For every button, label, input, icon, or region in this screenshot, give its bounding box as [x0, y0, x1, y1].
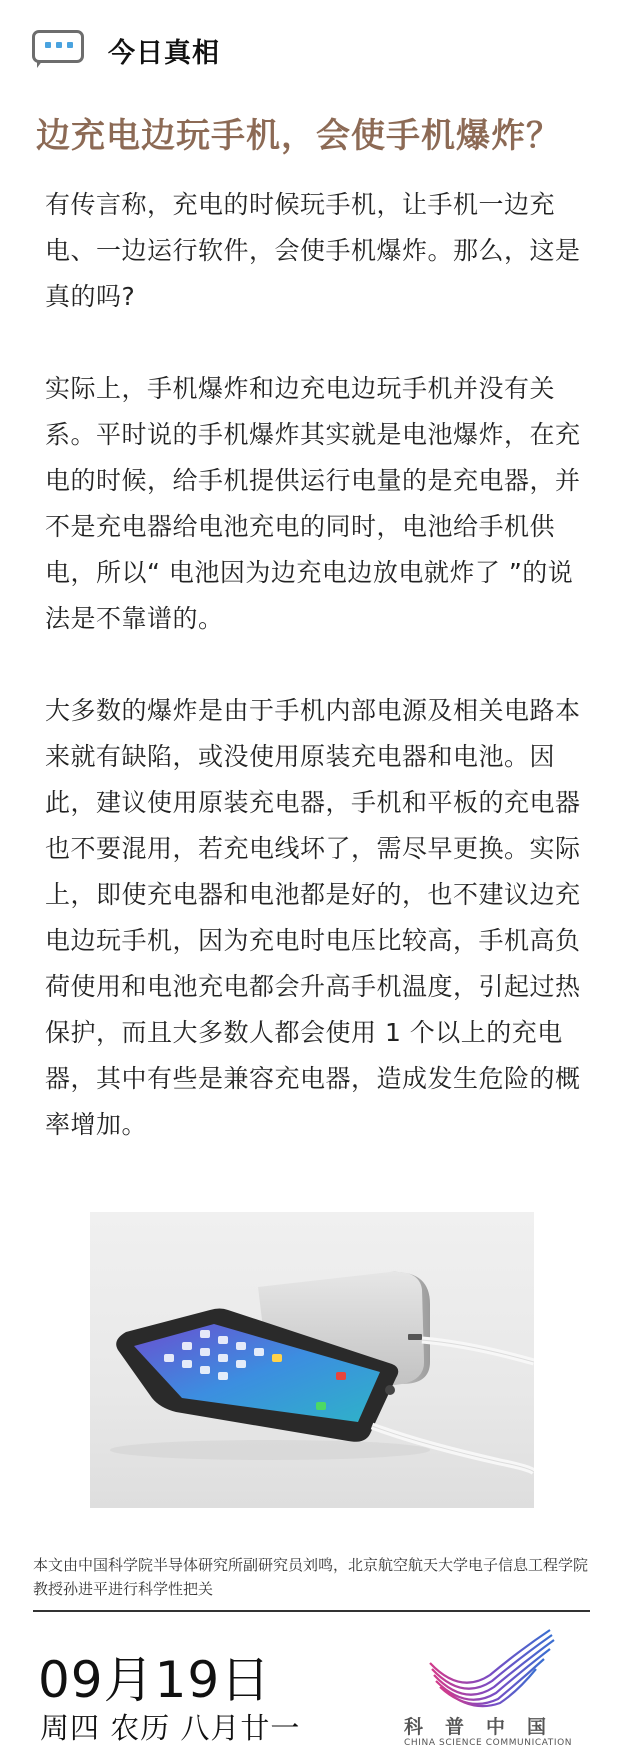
expert-review-credit: 本文由中国科学院半导体研究所副研究员刘鸣，北京航空航天大学电子信息工程学院教授孙进平进行科学性把关: [33, 1556, 589, 1598]
paragraph-1: 有传言称，充电的时候玩手机，让手机一边充电、一边运行软件，会使手机爆炸。那么，这是真的吗?: [45, 190, 581, 311]
paragraph-3: 大多数的爆炸是由于手机内部电源及相关电路本来就有缺陷，或没使用原装充电器和电池。因此，建议使用原装充电器，手机和平板的充电器也不要混用，若充电线坏了，需尽早更换。实际上，即使充电器和电池都是好的，也不建议边充电边玩手机，因为充电时电压比较高，手机高负荷使用和电池充电都会升高手机温度，引起过热保护，而且大多数人都会使用 1 个以上的充电器，其中有些是兼容充电器，造成发生危险的概率增加。: [45, 696, 581, 1139]
phone-charging-photo: [90, 1212, 534, 1508]
header-title: 今日真相: [108, 37, 220, 69]
header: [32, 28, 220, 72]
logo-english-text: CHINA SCIENCE COMMUNICATION: [404, 1738, 573, 1748]
paragraph-2: 实际上，手机爆炸和边充电边玩手机并没有关系。平时说的手机爆炸其实就是电池爆炸，在充电的时候，给手机提供运行电量的是充电器，并不是充电器给电池充电的同时，电池给手机供电，所以“ 电池因为边充电边放电就炸了 ”的说法是不靠谱的。: [45, 374, 581, 633]
divider: [33, 1610, 590, 1612]
chat-bubble-icon: [32, 30, 90, 70]
weekday-lunar-date: 周四 农历 八月廿一: [40, 1711, 301, 1745]
date: 09月19日: [38, 1651, 272, 1709]
headline: 边充电边玩手机，会使手机爆炸？: [36, 116, 561, 156]
article-body: [45, 182, 590, 1194]
logo-chinese-text: 科普中国: [404, 1716, 569, 1738]
